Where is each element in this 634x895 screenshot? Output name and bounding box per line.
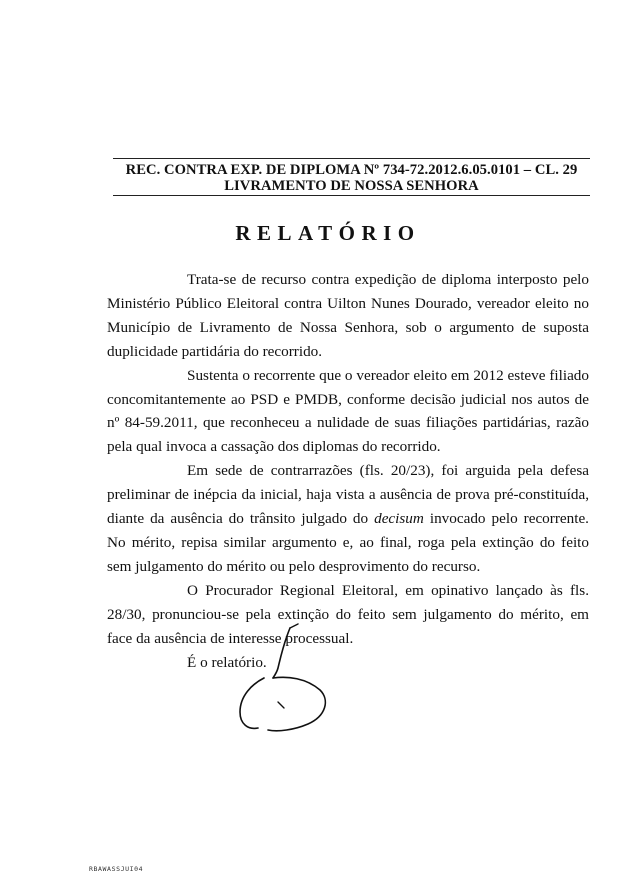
header-bottom-rule (113, 195, 590, 196)
closing-line: É o relatório. (187, 653, 267, 671)
paragraph-3-italic: decisum (374, 510, 424, 528)
paragraph-3-text-b: invocado pelo recorrente. No mérito, repisa similar argumento e, ao final, roga pela extinção do feito sem julgamento do mérito ou pelo desprovimento do recurso. (107, 510, 589, 575)
case-number-heading: REC. CONTRA EXP. DE DIPLOMA Nº 734-72.2012.6.05.0101 – CL. 29 (125, 162, 578, 178)
footer-code: RBAWASSJUI04 (89, 865, 144, 873)
paragraph-3 (107, 459, 589, 579)
paragraph-4: O Procurador Regional Eleitoral, em opinativo lançado às fls. 28/30, pronunciou-se pela extinção do feito sem julgamento do mérito, em face da ausência de interesse processual. (107, 581, 589, 647)
paragraph-2: Sustenta o recorrente que o vereador eleito em 2012 esteve filiado concomitantemente ao PSD e PMDB, conforme decisão judicial nos autos de nº 84-59.2011, que reconheceu a nulidade de suas filiações partidárias, razão pela qual invoca a cassação dos diplomas do recorrido. (107, 366, 589, 456)
municipality-heading: LIVRAMENTO DE NOSSA SENHORA (224, 178, 479, 194)
header-top-rule (113, 158, 590, 159)
report-body (107, 268, 589, 674)
document-title: RELATÓRIO (235, 221, 421, 245)
paragraph-1: Trata-se de recurso contra expedição de diploma interposto pelo Ministério Público Eleitoral contra Uilton Nunes Dourado, vereador eleito no Município de Livramento de Nossa Senhora, sob o argumento de suposta duplicidade partidária do recorrido. (107, 271, 589, 360)
paragraph-3-text-a: Em sede de contrarrazões (fls. 20/23), foi arguida pela defesa preliminar de inépcia da inicial, haja vista a ausência de prova pré-constituída, diante da ausência do trânsito julgado do (107, 462, 589, 528)
handwritten-signature (228, 620, 338, 740)
